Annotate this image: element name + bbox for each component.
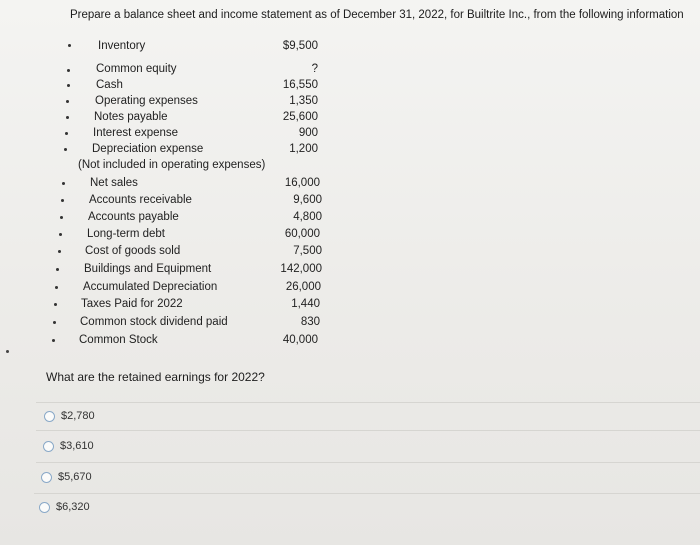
bullet-icon [55,286,58,289]
list-item [0,38,700,54]
item-label: Accounts payable [88,211,179,223]
list-item [0,192,700,208]
bullet-icon [61,199,64,202]
item-label: Depreciation expense [92,143,204,155]
bullet-icon [58,250,61,253]
item-value: 40,000 [282,334,318,346]
bullet-icon [52,339,55,342]
item-value: 16,550 [282,79,318,91]
divider [36,430,700,431]
list-item [0,314,700,330]
list-item [0,125,700,141]
list-item [0,296,700,312]
item-value: 1,350 [289,95,318,107]
item-label: Net sales [90,177,138,189]
list-item-note [0,157,700,173]
item-value: 7,500 [293,245,322,257]
list-item [0,61,700,77]
list-item [0,141,700,157]
radio-button[interactable] [44,411,55,422]
item-label: Operating expenses [95,95,198,107]
option-b[interactable] [43,440,94,452]
bullet-icon [56,268,59,271]
bullet-icon [60,216,63,219]
item-value: 26,000 [285,281,321,293]
item-label: Common Stock [79,334,158,346]
bullet-icon [53,321,56,324]
item-label: Accumulated Depreciation [83,281,218,293]
bullet-icon [59,233,62,236]
option-label: $6,320 [56,501,90,513]
bullet-icon [67,84,70,87]
list-item [0,261,700,277]
radio-button[interactable] [43,441,54,452]
item-value: 4,800 [293,211,322,223]
bullet-icon [62,182,65,185]
bullet-icon [65,132,68,135]
problem-title: Prepare a balance sheet and income statement as of December 31, 2022, for Builtrite Inc., from the following information [70,9,684,21]
list-item [0,279,700,295]
bullet-icon [66,100,69,103]
list-item [0,175,700,191]
radio-button[interactable] [41,472,52,483]
list-item [0,243,700,259]
item-note: (Not included in operating expenses) [78,159,266,171]
item-label: Cost of goods sold [85,245,181,257]
bullet-icon [54,303,57,306]
divider [36,462,700,463]
option-label: $2,780 [61,410,95,422]
item-value: 142,000 [280,263,322,275]
item-value: 1,440 [291,298,320,310]
list-item [0,77,700,93]
list-item [0,332,700,348]
option-label: $3,610 [60,440,94,452]
item-label: Long-term debt [87,228,165,240]
item-label: Interest expense [93,127,179,139]
list-item [0,226,700,242]
item-value: ? [311,63,318,75]
option-c[interactable] [41,471,92,483]
item-label: Notes payable [94,111,168,123]
bullet-icon [68,44,71,47]
item-label: Taxes Paid for 2022 [81,298,183,310]
item-value: 900 [298,127,318,139]
item-label: Inventory [98,40,146,52]
list-item [0,109,700,125]
item-label: Cash [96,79,123,91]
item-value: 16,000 [284,177,320,189]
question-text: What are the retained earnings for 2022? [46,370,265,384]
item-value: 25,600 [282,111,318,123]
option-a[interactable] [44,410,95,422]
option-label: $5,670 [58,471,92,483]
bullet-icon [64,148,67,151]
item-value: 1,200 [289,143,318,155]
bullet-icon [6,350,9,353]
item-label: Common equity [96,63,177,75]
item-label: Accounts receivable [89,194,192,206]
list-item [0,209,700,225]
item-value: 9,600 [293,194,322,206]
item-value: 60,000 [284,228,320,240]
divider [36,402,700,403]
bullet-icon [67,69,70,72]
radio-button[interactable] [39,502,50,513]
item-label: Buildings and Equipment [84,263,212,275]
item-value: 830 [300,316,320,328]
bullet-icon [66,116,69,119]
divider [34,493,700,494]
list-item [0,93,700,109]
item-label: Common stock dividend paid [80,316,228,328]
item-value: $9,500 [282,40,318,52]
option-d[interactable] [39,501,90,513]
